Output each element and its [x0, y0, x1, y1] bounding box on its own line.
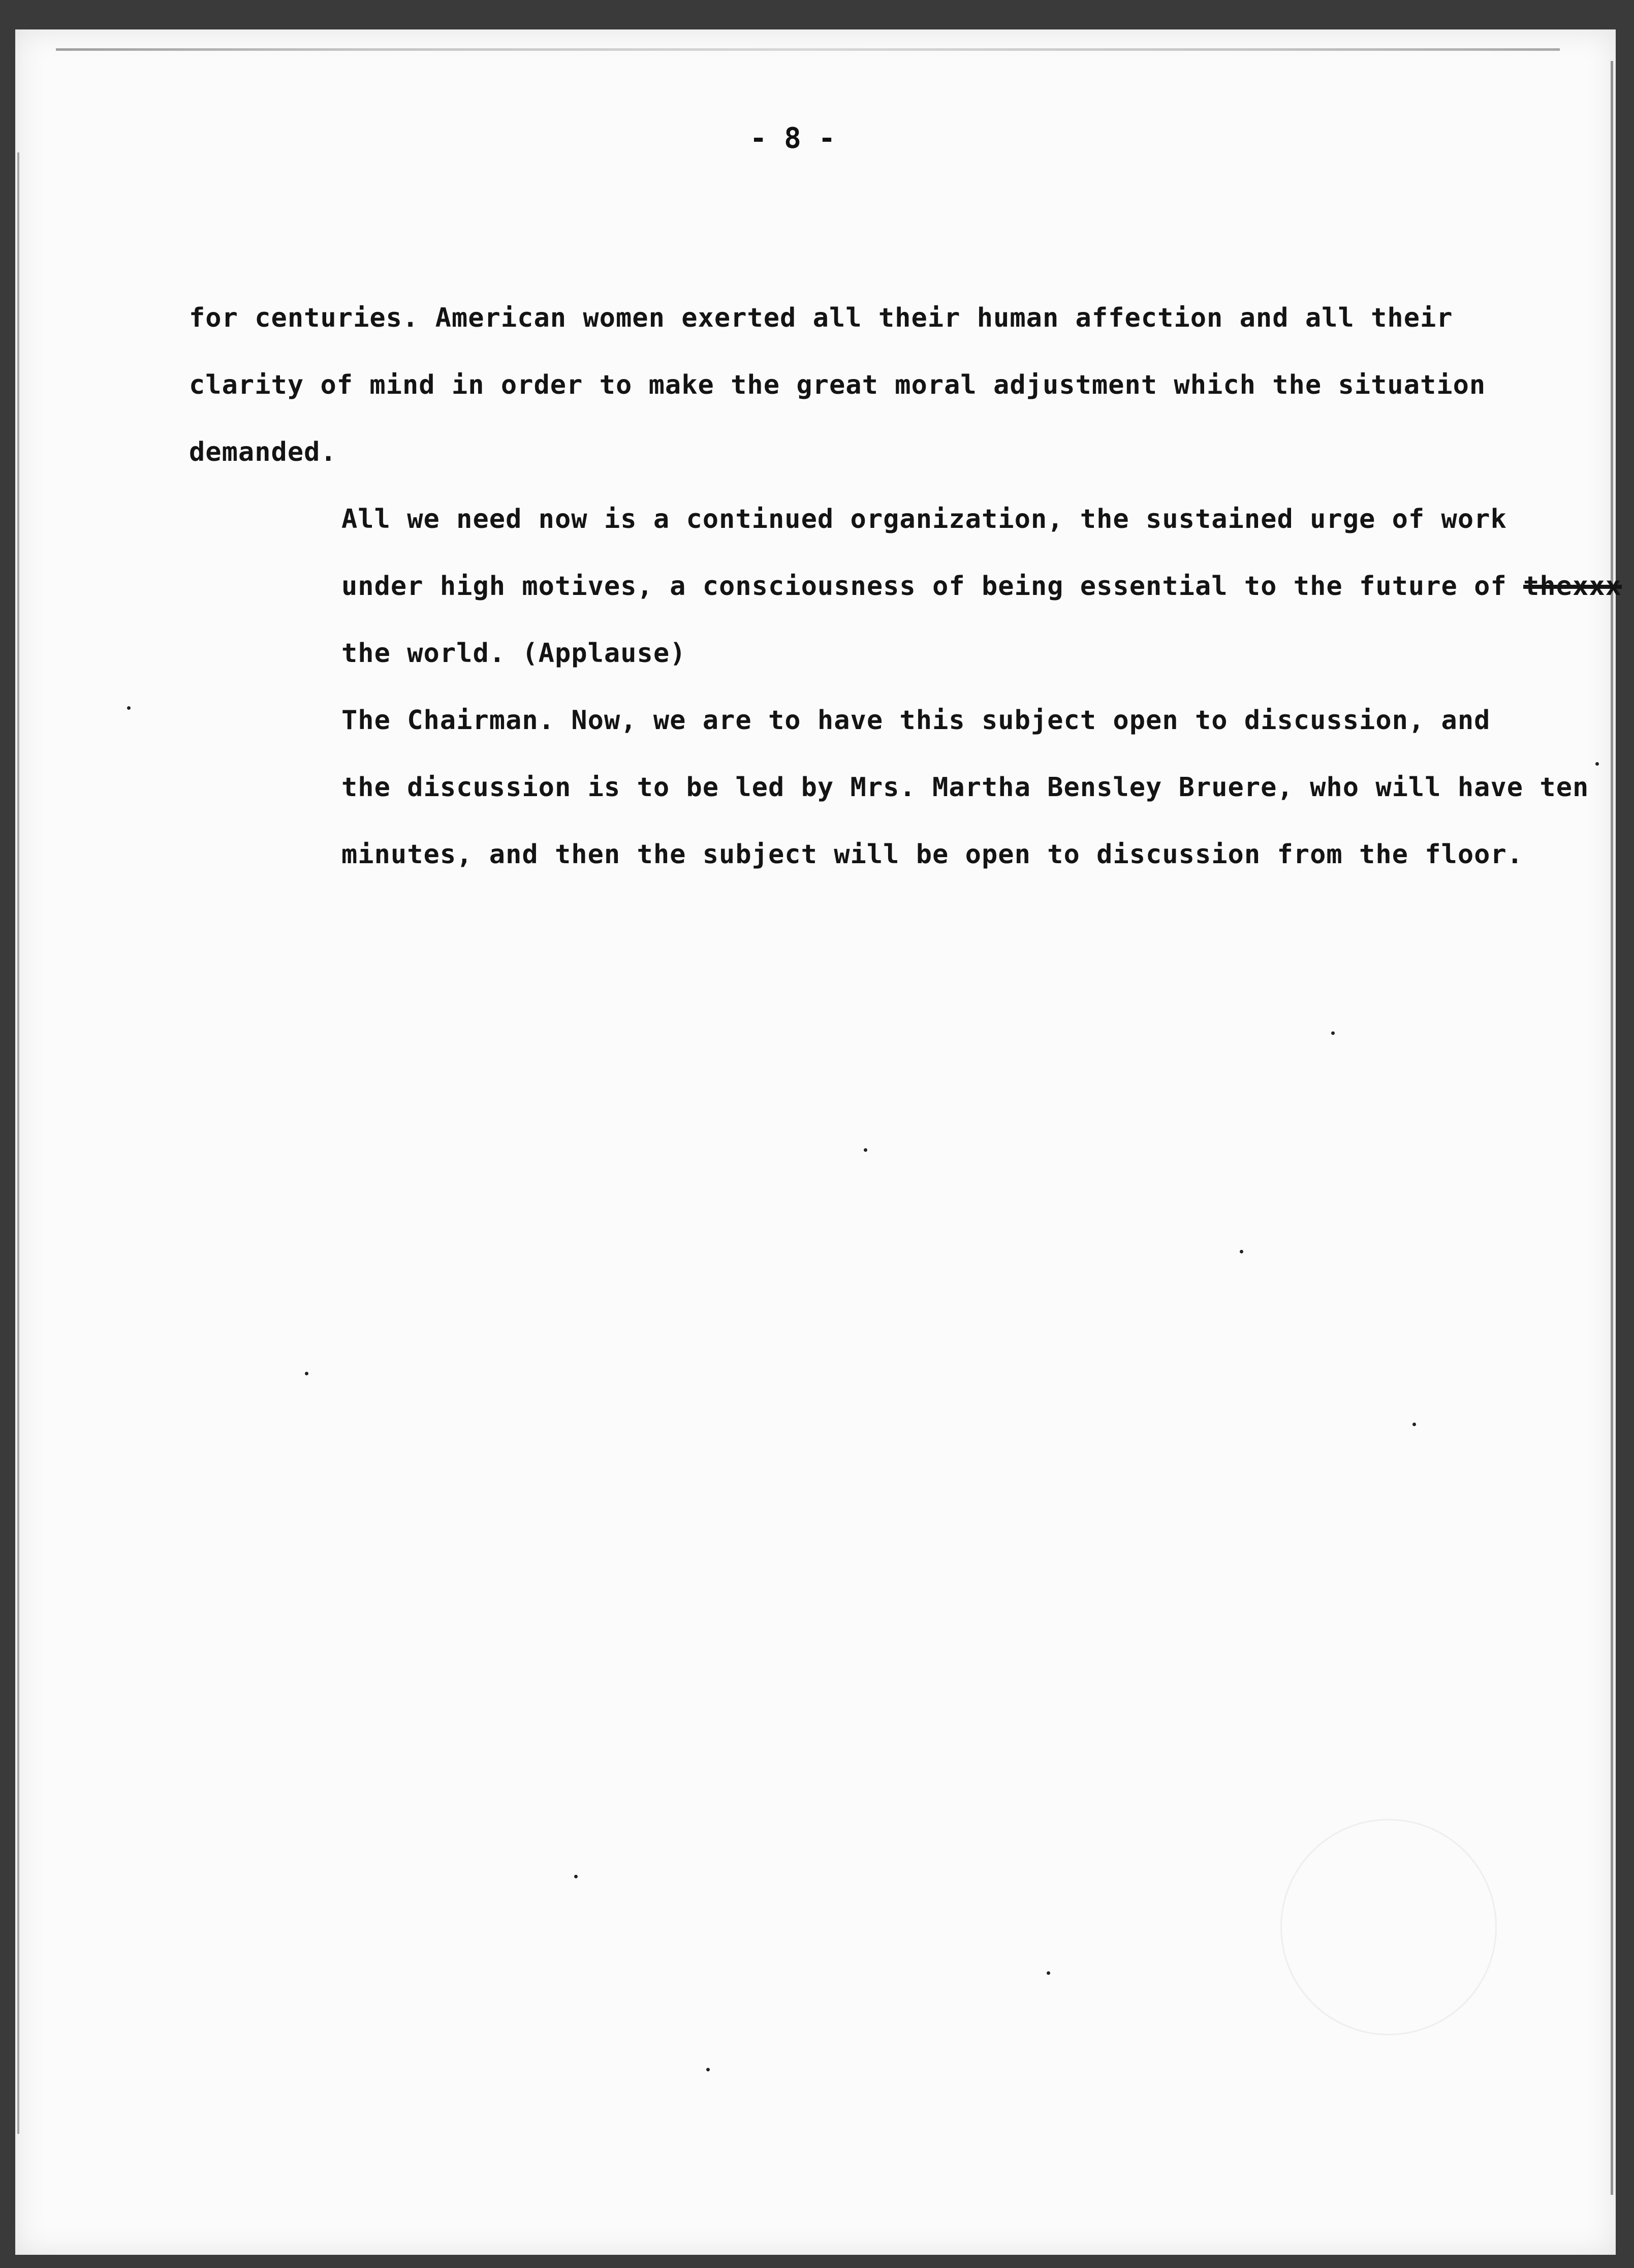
dust-speck	[1595, 762, 1599, 766]
text-line	[189, 486, 1507, 553]
text-line: the world. (Applause)	[341, 638, 686, 669]
paragraph-2	[189, 486, 1622, 687]
dust-speck	[1331, 1031, 1335, 1035]
dust-speck	[706, 2068, 710, 2071]
struck-out-word: thexxx	[1523, 571, 1622, 602]
dust-speck	[574, 1875, 578, 1878]
faint-stamp-mark	[1280, 1819, 1497, 2035]
text-line: for centuries. American women exerted all their human affection and all their	[189, 303, 1453, 333]
text-line	[189, 553, 1622, 620]
paper-right-edge	[1611, 61, 1613, 2195]
paragraph-1	[189, 285, 1490, 486]
page-number: - 8 -	[749, 122, 836, 155]
text-line: demanded.	[189, 437, 337, 467]
text-line-content: under high motives, a consciousness of being essential to the future of	[341, 571, 1507, 602]
dust-speck	[1047, 1971, 1050, 1975]
text-line: The Chairman. Now, we are to have this subject open to discussion, and	[341, 705, 1491, 736]
text-line: minutes, and then the subject will be open to discussion from the floor.	[341, 839, 1524, 870]
dust-speck	[1240, 1250, 1243, 1253]
dust-speck	[864, 1148, 867, 1152]
dust-speck	[127, 706, 131, 710]
body-text	[189, 285, 1622, 888]
text-line: the discussion is to be led by Mrs. Martha Bensley Bruere, who will have ten	[341, 772, 1589, 803]
dust-speck	[1412, 1423, 1416, 1426]
dust-speck	[305, 1372, 308, 1375]
text-line: clarity of mind in order to make the great moral adjustment which the situation	[189, 370, 1486, 400]
paragraph-3	[189, 687, 1589, 888]
text-line-content: All we need now is a continued organization, the sustained urge of work	[341, 504, 1507, 534]
paper-top-edge	[56, 48, 1560, 51]
paper-left-edge	[17, 152, 19, 2134]
